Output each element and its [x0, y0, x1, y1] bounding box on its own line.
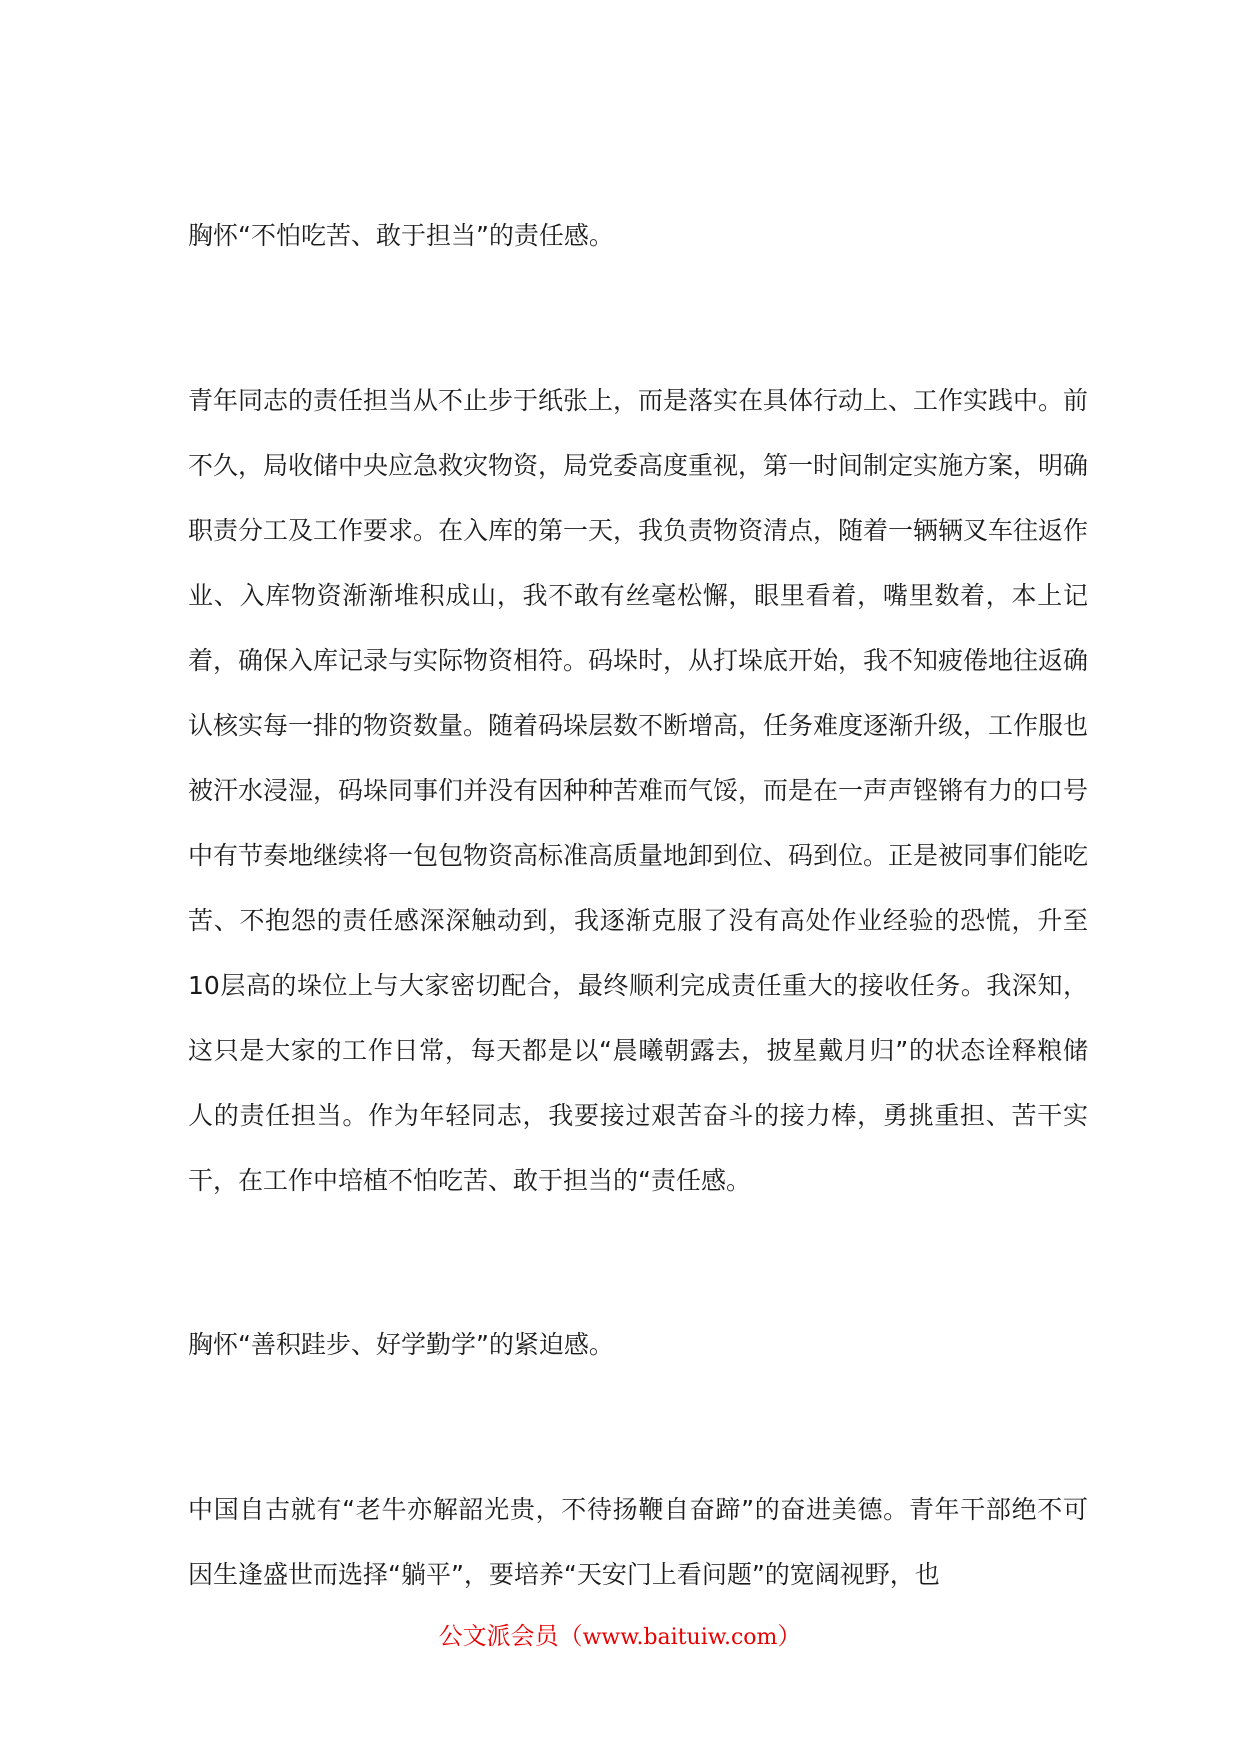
footer-close: ）: [777, 1622, 802, 1650]
section-heading-urgency: 胸怀“善积跬步、好学勤学”的紧迫感。: [188, 1330, 614, 1359]
paragraph-responsibility: 青年同志的责任担当从不止步于纸张上，而是落实在具体行动上、工作实践中。前不久，局收储中央应急救灾物资，局党委高度重视，第一时间制定实施方案，明确职责分工及工作要求。在入库的第一天，我负责物资清点，随着一辆辆叉车往返作业、入库物资渐渐堆积成山，我不敢有丝毫松懈，眼里看着，嘴里数着，本上记着，确保入库记录与实际物资相符。码垛时，从打垛底开始，我不知疲倦地往返确认核实每一排的物资数量。随着码垛层数不断增高，任务难度逐渐升级，工作服也被汗水浸湿，码垛同事们并没有因种种苦难而气馁，而是在一声声铿锵有力的口号中有节奏地继续将一包包物资高标准高质量地卸到位、码到位。正是被同事们能吃苦、不抱怨的责任感深深触动到，我逐渐克服了没有高处作业经验的恐慌，升至10层高的垛位上与大家密切配合，最终顺利完成责任重大的接收任务。我深知，这只是大家的工作日常，每天都是以“晨曦朝露去，披星戴月归”的状态诠释粮储人的责任担当。作为年轻同志，我要接过艰苦奋斗的接力棒，勇挑重担、苦干实干，在工作中培植不怕吃苦、敢于担当的“责任感。: [188, 386, 1089, 1195]
footer-watermark: [0, 1618, 1240, 1656]
spacer: [188, 1213, 1088, 1325]
spacer: [188, 256, 1088, 368]
paragraph-urgency: 中国自古就有“老牛亦解韶光贵，不待扬鞭自奋蹄”的奋进美德。青年干部绝不可因生逢盛世而选择“躺平”，要培养“天安门上看问题”的宽阔视野，也: [188, 1495, 1088, 1589]
section-heading-responsibility: 胸怀“不怕吃苦、敢于担当”的责任感。: [188, 221, 614, 250]
document-body: [188, 216, 1088, 1607]
footer-url-link[interactable]: www.baituiw.com: [582, 1625, 778, 1650]
footer-label: 公文派会员（: [438, 1622, 583, 1650]
spacer: [188, 1365, 1088, 1477]
